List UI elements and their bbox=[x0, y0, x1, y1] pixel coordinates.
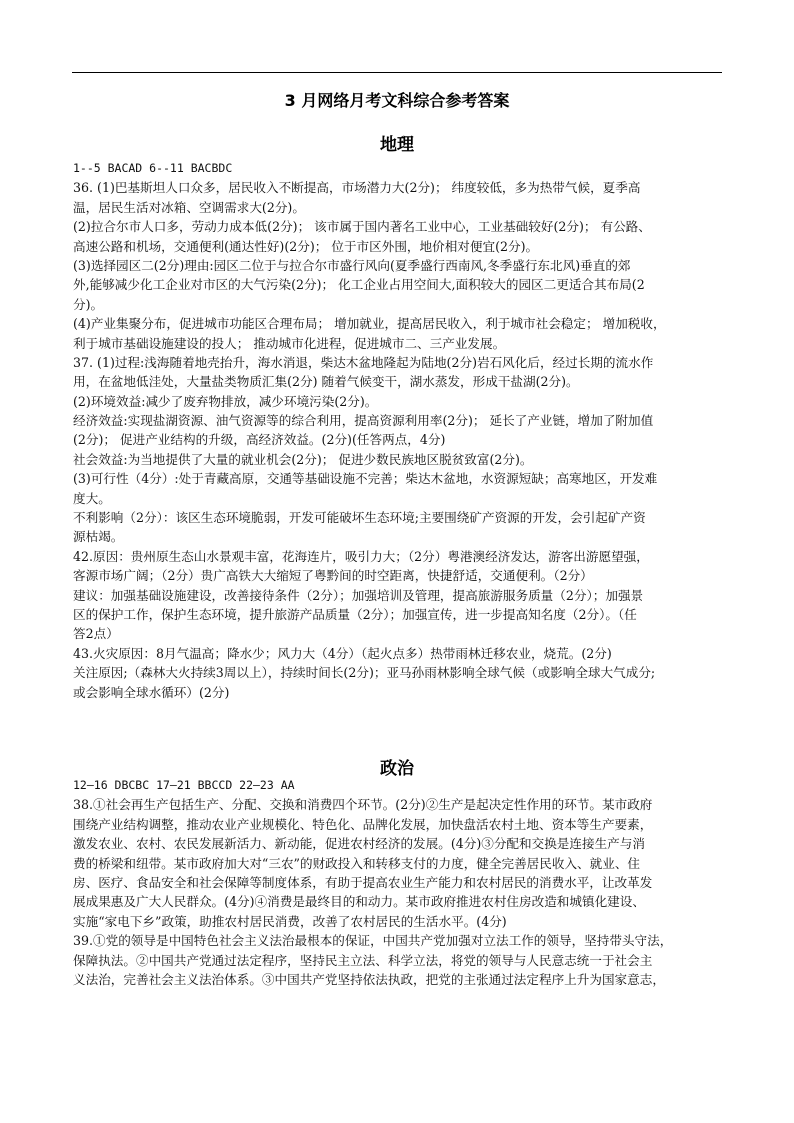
text-line: (2)环境效益:减少了废弃物排放，减少环境污染(2分)。 bbox=[73, 393, 378, 409]
politics-heading: 政治 bbox=[380, 759, 414, 779]
text-line: 关注原因;（森林大火持续3周以上），持续时间长(2分)；亚马孙雨林影响全球气候（或影响全球大气成分; bbox=[73, 665, 656, 681]
text-line: (3)可行性（4分）:处于青藏高原，交通等基础设施不完善；柴达木盆地，水资源短缺；高寒地区，开发难 bbox=[73, 471, 658, 487]
text-line: 外,能够减少化工企业对市区的大气污染(2分)； 化工企业占用空间大,面积较大的园区二更适合其布局(2 bbox=[73, 277, 645, 293]
geography-heading: 地理 bbox=[380, 135, 414, 155]
text-line: 经济效益:实现盐湖资源、油气资源等的综合利用，提高资源利用率(2分)； 延长了产业链，增加了附加值 bbox=[73, 413, 654, 429]
text-line: (4)产业集聚分布，促进城市功能区合理布局； 增加就业，提高居民收入，利于城市社会稳定； 增加税收， bbox=[73, 316, 666, 332]
text-line: 激发农业、农村、农民发展新活力、新动能，促进农村经济的发展。(4分)③分配和交换是连接生产与消 bbox=[73, 836, 645, 852]
text-line: 用，在盆地低洼处，大量盐类物质汇集(2分) 随着气候变干，湖水蒸发，形成干盐湖(2分)。 bbox=[73, 374, 579, 390]
text-line: 不利影响（2分）：该区生态环境脆弱，开发可能破坏生态环境;主要围绕矿产资源的开发，会引起矿产资 bbox=[73, 510, 646, 526]
text-line: 43.火灾原因：8月气温高；降水少；风力大（4分）（起火点多）热带雨林迁移农业，烧荒。(2分) bbox=[73, 645, 612, 661]
text-line: 房、医疗、食品安全和社会保障等制度体系，有助于提高农业生产能力和农村居民的消费水平，让改革发 bbox=[73, 874, 653, 890]
text-line: 源枯竭。 bbox=[73, 529, 124, 545]
text-line: 温，居民生活对冰箱、空调需求大(2分)。 bbox=[73, 199, 305, 215]
text-line: 区的保护工作，保护生态环境，提升旅游产品质量（2分）；加强宣传，进一步提高知名度（2分）。（任 bbox=[73, 606, 637, 622]
text-line: 费的桥梁和纽带。某市政府加大对“三农”的财政投入和转移支付的力度，健全完善居民收入、就业、住 bbox=[73, 855, 641, 871]
text-line: 37. (1)过程:浅海随着地壳抬升，海水消退，柴达木盆地隆起为陆地(2分)岩石风化后，经过长期的流水作 bbox=[73, 354, 654, 370]
text-line: 高速公路和机场，交通便利(通达性好)(2分)； 位于市区外围，地价相对便宜(2分)。 bbox=[73, 238, 539, 254]
text-line: 度大。 bbox=[73, 490, 111, 506]
text-line: 义法治，完善社会主义法治体系。③中国共产党坚持依法执政，把党的主张通过法定程序上升为国家意志， bbox=[73, 971, 665, 987]
text-line: 实施“家电下乡”政策，助推农村居民消费，改善了农村居民的生活水平。(4分) bbox=[73, 913, 507, 929]
text-line: 36. (1)巴基斯坦人口众多，居民收入不断提高，市场潜力大(2分)； 纬度较低，多为热带气候，夏季高 bbox=[73, 180, 641, 196]
text-line: 利于城市基础设施建设的投人； 推动城市化进程，促进城市二、三产业发展。 bbox=[73, 335, 506, 351]
header-rule bbox=[72, 72, 722, 73]
geography-choice-answers: 1--5 BACAD 6--11 BACBDC bbox=[73, 161, 233, 175]
text-line: 保障执法。②中国共产党通过法定程序，坚持民主立法、科学立法，将党的领导与人民意志统一于社会主 bbox=[73, 952, 653, 968]
text-line: 社会效益:为当地提供了大量的就业机会(2分)； 促进少数民族地区脱贫致富(2分)。 bbox=[73, 451, 533, 467]
politics-answers bbox=[73, 776, 725, 989]
text-line: (2)拉合尔市人口多，劳动力成本低(2分)； 该市属于国内著名工业中心，工业基础较好(2分)； 有公路、 bbox=[73, 219, 651, 235]
text-line: 建议：加强基础设施建设，改善接待条件（2分）；加强培训及管理，提高旅游服务质量（2分）；加强景 bbox=[73, 587, 644, 603]
text-line: 或会影响全球水循环）(2分) bbox=[73, 684, 230, 700]
text-line: 客源市场广阔；（2分）贵广高铁大大缩短了粤黔间的时空距离，快捷舒适，交通便利。（2分） bbox=[73, 568, 593, 584]
text-line: 39.①党的领导是中国特色社会主义法治最根本的保证，中国共产党加强对立法工作的领导，坚持带头守法， bbox=[73, 933, 673, 949]
text-line: 展成果惠及广大人民群众。(4分)④消费是最终目的和动力。某市政府推进农村住房改造和城镇化建设、 bbox=[73, 894, 645, 910]
text-line: 分)。 bbox=[73, 296, 104, 312]
document-title: 3 月网络月考文科综合参考答案 bbox=[284, 91, 510, 110]
text-line: (3)选择园区二(2分)理由:园区二位于与拉合尔市盛行风向(夏季盛行西南风,冬季盛行东北风)垂直的郊 bbox=[73, 257, 631, 273]
text-line: 42.原因：贵州原生态山水景观丰富，花海连片，吸引力大；（2分）粤港澳经济发达，游客出游愿望强， bbox=[73, 548, 649, 564]
politics-choice-answers: 12—16 DBCBC 17—21 BBCCD 22—23 AA bbox=[73, 778, 295, 792]
text-line: 答2点） bbox=[73, 626, 119, 642]
text-line: 围绕产业结构调整，推动农业产业规模化、特色化、品牌化发展，加快盘活农村土地、资本等生产要素， bbox=[73, 816, 653, 832]
text-line: (2分)； 促进产业结构的升级，高经济效益。(2分)(任答两点，4分) bbox=[73, 432, 446, 448]
text-line: 38.①社会再生产包括生产、分配、交换和消费四个环节。(2分)②生产是起决定性作用的环节。某市政府 bbox=[73, 797, 653, 813]
geography-answers bbox=[73, 159, 725, 702]
